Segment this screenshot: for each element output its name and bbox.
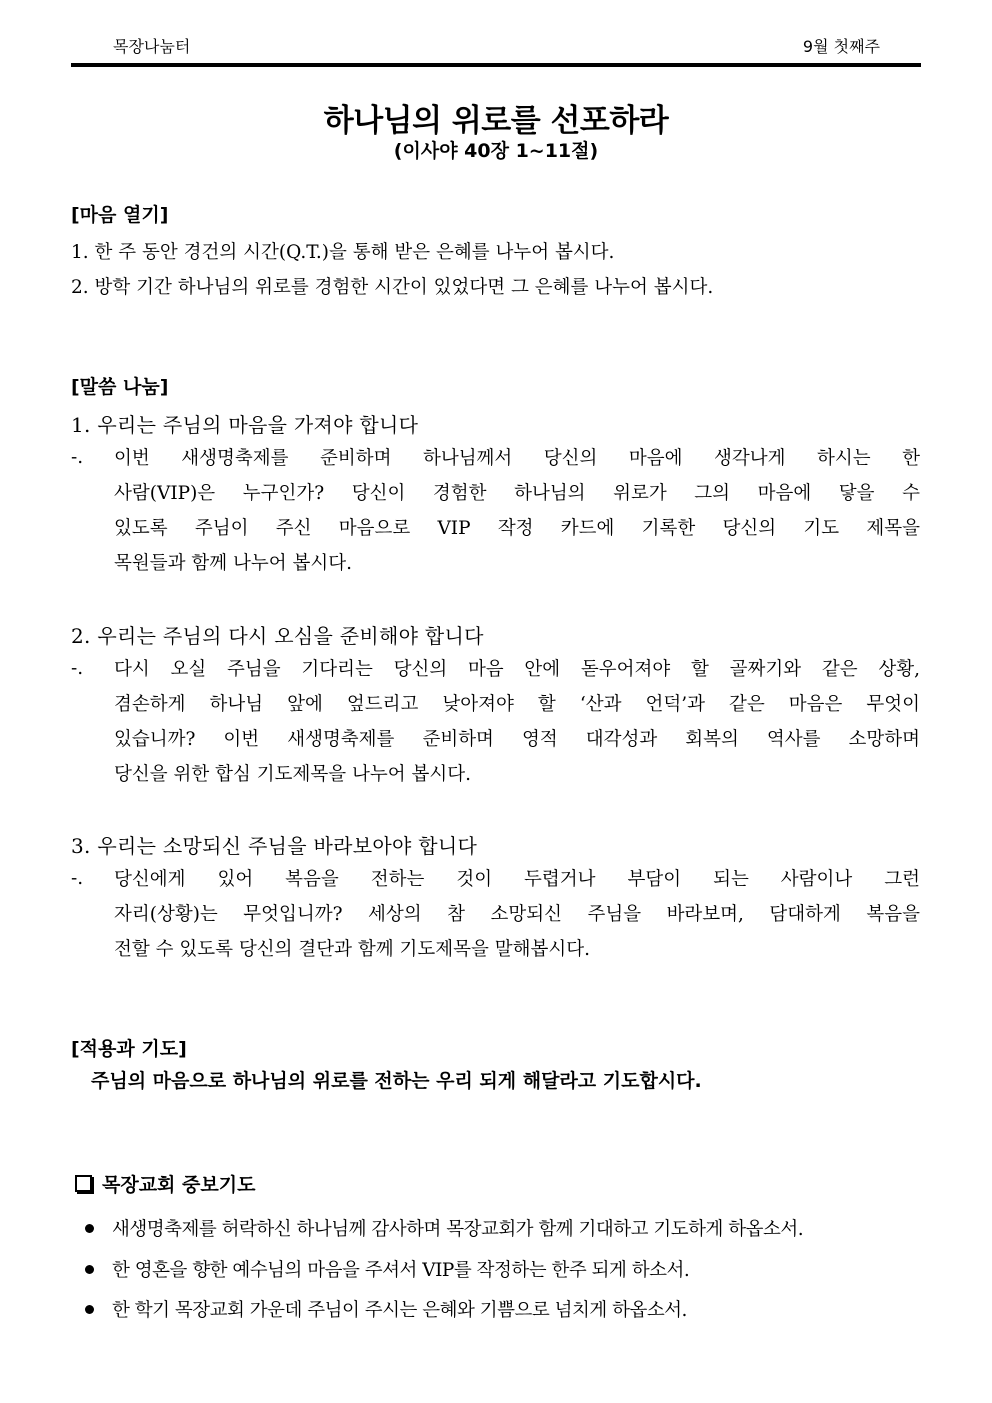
- point-3-line-2: 자리(상황)는 무엇입니까? 세상의 참 소망되신 주님을 바라보며, 담대하게 복음을: [114, 904, 920, 925]
- point-paragraph-2: [114, 652, 920, 792]
- bullet-icon: [85, 1265, 94, 1274]
- point-1-line-3: 있도록 주님이 주신 마음으로 VIP 작정 카드에 기록한 당신의 기도 제목을: [114, 518, 920, 539]
- point-paragraph-1: [114, 441, 920, 581]
- point-paragraph-3: [114, 862, 920, 967]
- point-2-line-2: 겸손하게 하나님 앞에 엎드리고 낮아져야 할 ‘산과 언덕’과 같은 마음은 무엇이: [114, 694, 920, 715]
- apply-text: 주님의 마음으로 하나님의 위로를 전하는 우리 되게 해달라고 기도합시다.: [91, 1070, 702, 1092]
- point-2-line-1: 다시 오실 주님을 기다리는 당신의 마음 안에 돋우어져야 할 골짜기와 같은 상황,: [114, 659, 920, 680]
- point-dash-1: -.: [71, 447, 84, 468]
- bullet-icon: [85, 1224, 94, 1233]
- point-3-line-3: 전할 수 있도록 당신의 결단과 함께 기도제목을 말해봅시다.: [114, 939, 590, 960]
- section-label-opening: [마음 열기]: [71, 204, 169, 226]
- intercession-item-2: 한 영혼을 향한 예수님의 마음을 주셔서 VIP를 작정하는 한주 되게 하소서.: [112, 1260, 690, 1281]
- point-dash-2: -.: [71, 658, 84, 679]
- opening-item-1: 1. 한 주 동안 경건의 시간(Q.T.)을 통해 받은 은혜를 나누어 봅시다.: [71, 242, 615, 263]
- page-title: 하나님의 위로를 선포하라: [323, 103, 669, 139]
- point-1-line-4: 목원들과 함께 나누어 봅시다.: [114, 553, 352, 574]
- point-dash-3: -.: [71, 868, 84, 889]
- section-label-word: [말씀 나눔]: [71, 376, 169, 398]
- checkbox-icon: [75, 1175, 92, 1192]
- point-2-line-3: 있습니까? 이번 새생명축제를 준비하며 영적 대각성과 회복의 역사를 소망하며: [114, 729, 920, 750]
- point-heading-1: 1. 우리는 주님의 마음을 가져야 합니다: [71, 413, 419, 437]
- header-right-label: 9월 첫째주: [802, 37, 880, 56]
- point-heading-3: 3. 우리는 소망되신 주님을 바라보아야 합니다: [71, 834, 478, 858]
- point-heading-2: 2. 우리는 주님의 다시 오심을 준비해야 합니다: [71, 624, 484, 648]
- point-2-line-4: 당신을 위한 합심 기도제목을 나누어 봅시다.: [114, 764, 471, 785]
- intercession-item-1: 새생명축제를 허락하신 하나님께 감사하며 목장교회가 함께 기대하고 기도하게 하옵소서.: [112, 1219, 804, 1240]
- page-subtitle: (이사야 40장 1~11절): [393, 140, 599, 162]
- intercession-label: 목장교회 중보기도: [102, 1174, 256, 1196]
- point-1-line-2: 사람(VIP)은 누구인가? 당신이 경험한 하나님의 위로가 그의 마음에 닿을 수: [114, 483, 920, 504]
- point-3-line-1: 당신에게 있어 복음을 전하는 것이 두렵거나 부담이 되는 사람이나 그런: [114, 869, 920, 890]
- header-rule: [71, 63, 921, 67]
- intercession-item-3: 한 학기 목장교회 가운데 주님이 주시는 은혜와 기쁨으로 넘치게 하옵소서.: [112, 1300, 687, 1321]
- bullet-icon: [85, 1305, 94, 1314]
- section-label-apply: [적용과 기도]: [71, 1038, 187, 1060]
- point-1-line-1: 이번 새생명축제를 준비하며 하나님께서 당신의 마음에 생각나게 하시는 한: [114, 448, 920, 469]
- opening-item-2: 2. 방학 기간 하나님의 위로를 경험한 시간이 있었다면 그 은혜를 나누어 봅시다.: [71, 277, 714, 298]
- header-left-label: 목장나눔터: [113, 37, 191, 56]
